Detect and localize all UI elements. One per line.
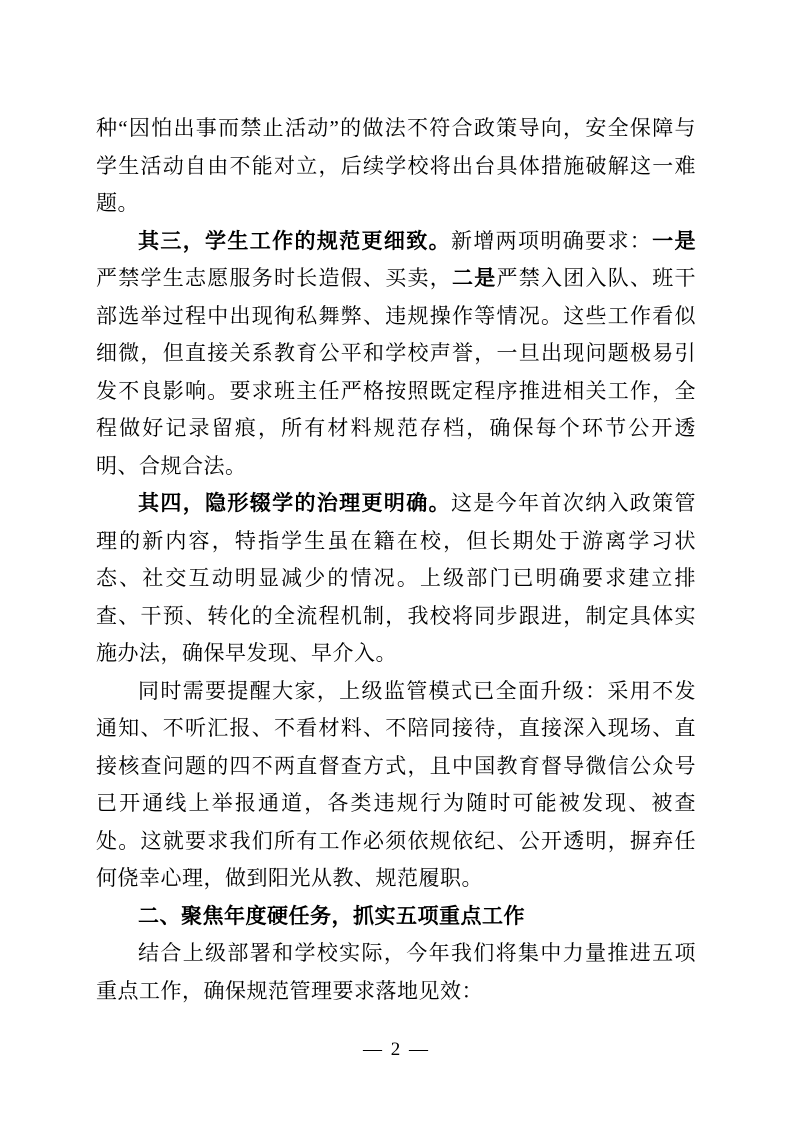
text-run: 这是今年首次纳入政策管理的新内容，特指学生虽在籍在校，但长期处于游离学习状态、社交互动明显减少的情况。上级部门已明确要求建立排查、干预、转化的全流程机制，我校将同步跟进，制定具体实施办法，确保早发现、早介入。	[96, 491, 697, 665]
text-run: 种“因怕出事而禁止活动”的做法不符合政策导向，安全保障与学生活动自由不能对立，后续学校将出台具体措施破解这一难题。	[96, 116, 696, 215]
text-run: 新增两项明确要求：	[450, 228, 653, 253]
document-body	[96, 110, 696, 1010]
bold-text-run: 其三，学生工作的规范更细致。	[138, 228, 451, 253]
bold-text-run: 二、聚焦年度硬任务，抓实五项重点工作	[138, 903, 525, 928]
page-number: — 2 —	[363, 1039, 430, 1060]
section-heading	[96, 898, 696, 936]
paragraph	[96, 110, 696, 223]
paragraph	[96, 935, 696, 1010]
bold-text-run: 二是	[452, 266, 497, 290]
paragraph	[96, 223, 696, 486]
paragraph	[96, 673, 696, 898]
text-run: 严禁入团入队、班干部选举过程中出现徇私舞弊、违规操作等情况。这些工作看似细微，但直接关系教育公平和学校声誉，一旦出现问题极易引发不良影响。要求班主任严格按照既定程序推进相关工作，全程做好记录留痕，所有材料规范存档，确保每个环节公开透明、合规合法。	[96, 266, 696, 478]
text-run: 严禁学生志愿服务时长造假、买卖，	[96, 266, 452, 290]
text-run: 结合上级部署和学校实际，今年我们将集中力量推进五项重点工作，确保规范管理要求落地见效：	[96, 941, 696, 1003]
text-run: 同时需要提醒大家，上级监管模式已全面升级：采用不发通知、不听汇报、不看材料、不陪同接待，直接深入现场、直接核查问题的四不两直督查方式，且中国教育督导微信公众号已开通线上举报通道，各类违规行为随时可能被发现、被查处。这就要求我们所有工作必须依规依纪、公开透明，摒弃任何侥幸心理，做到阳光从教、规范履职。	[96, 678, 696, 890]
bold-text-run: 其四，隐形辍学的治理更明确。	[138, 491, 451, 515]
bold-text-run: 一是	[652, 228, 697, 253]
paragraph	[96, 485, 696, 673]
